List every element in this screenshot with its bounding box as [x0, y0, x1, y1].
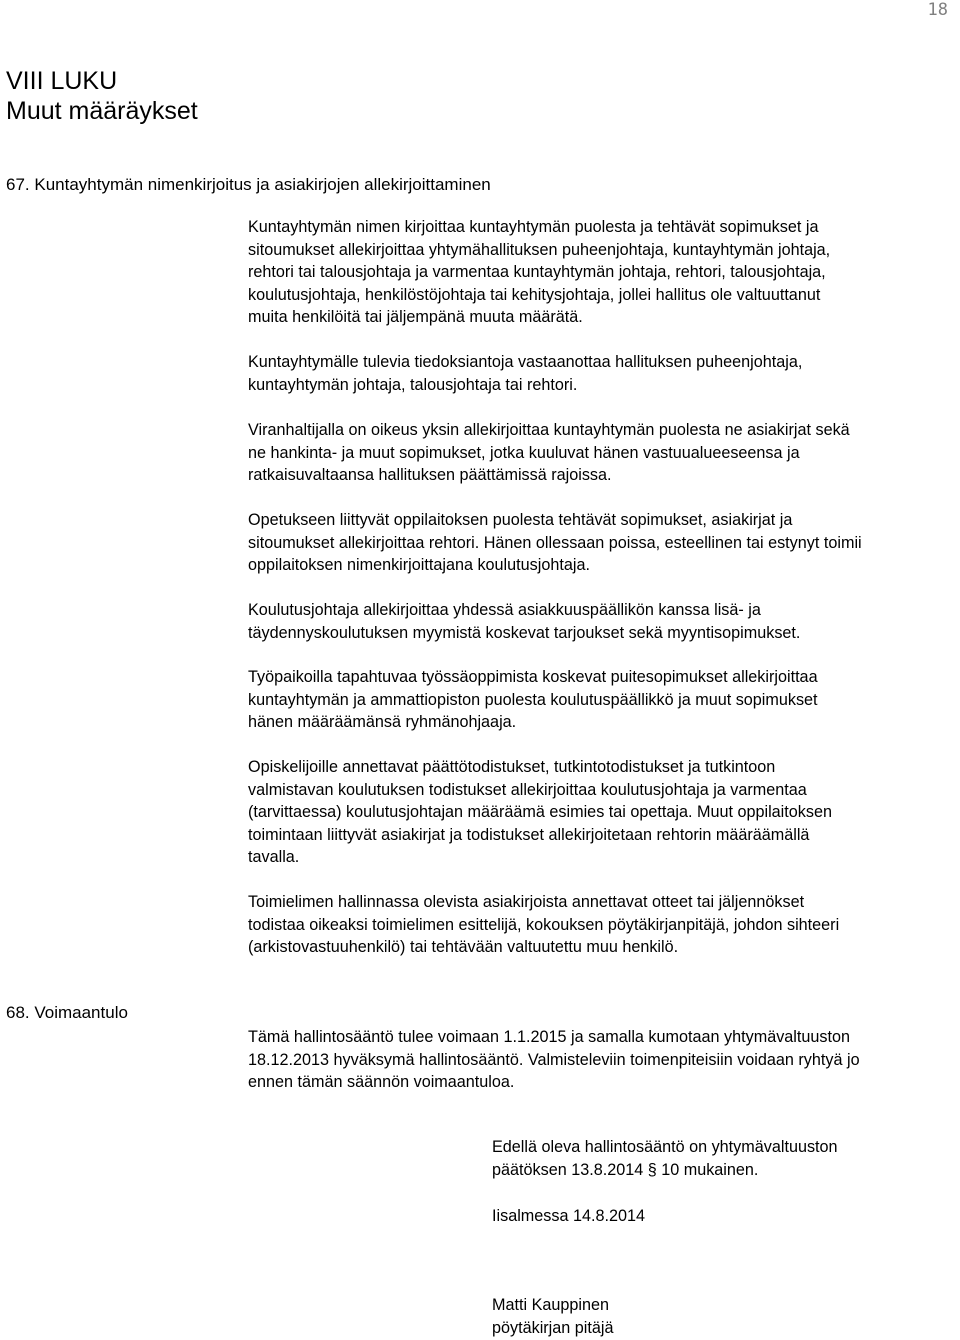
- text-line: toimintaan liittyvät asiakirjat ja todistukset allekirjoitetaan rehtorin määräämällä: [248, 825, 810, 844]
- text-line: (arkistovastuuhenkilö) tai tehtävään valtuutettu muu henkilö.: [248, 938, 679, 956]
- text-line: ratkaisuvaltaansa hallituksen päättämissä rajoissa.: [248, 466, 612, 484]
- text-line: oppilaitoksen nimenkirjoittajana koulutusjohtaja.: [248, 556, 590, 574]
- chapter-title: Muut määräykset: [6, 97, 198, 125]
- page-number: 18: [927, 0, 948, 20]
- section-67-paragraph-1: [248, 216, 960, 329]
- text-line: hänen määräämänsä ryhmänohjaaja.: [248, 713, 517, 731]
- text-line: sitoumukset allekirjoittaa yhtymähallituksen puheenjohtaja, kuntayhtymän johtaja,: [248, 240, 831, 259]
- text-line: Tämä hallintosääntö tulee voimaan 1.1.2015 ja samalla kumotaan yhtymävaltuuston: [248, 1028, 850, 1046]
- section-67-paragraph-3: [248, 419, 960, 487]
- section-67-paragraph-7: [248, 756, 960, 869]
- approval-statement: [492, 1136, 838, 1182]
- signer-name: Matti Kauppinen: [492, 1296, 609, 1314]
- signer-title: pöytäkirjan pitäjä: [492, 1319, 614, 1337]
- chapter-heading: [6, 66, 198, 126]
- text-line: täydennyskoulutuksen myymistä koskevat tarjoukset sekä myyntisopimukset.: [248, 623, 801, 642]
- text-line: todistaa oikeaksi toimielimen esittelijä, kokouksen pöytäkirjanpitäjä, johdon sihteeri: [248, 915, 840, 934]
- text-line: Työpaikoilla tapahtuvaa työssäoppimista koskevat puitesopimukset allekirjoittaa: [248, 668, 818, 686]
- section-68-heading: 68. Voimaantulo: [6, 1003, 128, 1022]
- approval-line: päätöksen 13.8.2014 § 10 mukainen.: [492, 1161, 759, 1179]
- chapter-number: VIII LUKU: [6, 67, 118, 95]
- text-line: kuntayhtymän johtaja, talousjohtaja tai rehtori.: [248, 375, 578, 394]
- text-line: rehtori tai talousjohtaja ja varmentaa kuntayhtymän johtaja, rehtori, talousjohtaja,: [248, 263, 826, 281]
- text-line: Koulutusjohtaja allekirjoittaa yhdessä asiakkuuspäällikön kanssa lisä- ja: [248, 601, 761, 619]
- text-line: sitoumukset allekirjoittaa rehtori. Hänen ollessaan poissa, esteellinen tai estynyt toimii: [248, 533, 862, 552]
- text-line: Opiskelijoille annettavat päättötodistukset, tutkintotodistukset ja tutkintoon: [248, 758, 776, 776]
- text-line: ennen tämän säännön voimaantuloa.: [248, 1073, 515, 1091]
- section-67-paragraph-4: [248, 509, 960, 577]
- text-line: tavalla.: [248, 848, 300, 866]
- place-date: Iisalmessa 14.8.2014: [492, 1207, 645, 1225]
- text-line: Viranhaltijalla on oikeus yksin allekirjoittaa kuntayhtymän puolesta ne asiakirjat sekä: [248, 421, 850, 439]
- text-line: Opetukseen liittyvät oppilaitoksen puolesta tehtävät sopimukset, asiakirjat ja: [248, 511, 793, 529]
- text-line: Kuntayhtymälle tulevia tiedoksiantoja vastaanottaa hallituksen puheenjohtaja,: [248, 353, 803, 371]
- text-line: Toimielimen hallinnassa olevista asiakirjoista annettavat otteet tai jäljennökset: [248, 893, 805, 911]
- section-67-heading: 67. Kuntayhtymän nimenkirjoitus ja asiakirjojen allekirjoittaminen: [6, 175, 491, 194]
- section-67-paragraph-5: [248, 599, 960, 644]
- text-line: Kuntayhtymän nimen kirjoittaa kuntayhtymän puolesta ja tehtävät sopimukset ja: [248, 218, 819, 236]
- text-line: kuntayhtymän ja ammattiopiston puolesta koulutuspäällikkö ja muut sopimukset: [248, 690, 818, 709]
- text-line: ne hankinta- ja muut sopimukset, jotka kuuluvat hänen vastuualueeseensa ja: [248, 443, 800, 462]
- section-67-paragraph-6: [248, 666, 960, 734]
- text-line: valmistavan koulutuksen todistukset allekirjoittaa koulutusjohtaja ja varmentaa: [248, 780, 807, 799]
- signer-block: [492, 1294, 613, 1340]
- text-line: muita henkilöitä tai jäljempänä muuta määrätä.: [248, 308, 583, 326]
- text-line: 18.12.2013 hyväksymä hallintosääntö. Valmisteleviin toimenpiteisiin voidaan ryhtyä jo: [248, 1050, 860, 1069]
- text-line: (tarvittaessa) koulutusjohtajan määräämä esimies tai opettaja. Muut oppilaitoksen: [248, 803, 832, 821]
- section-67-paragraph-8: [248, 891, 960, 959]
- section-68-paragraph: [248, 1026, 960, 1094]
- section-67-paragraph-2: [248, 351, 960, 396]
- approval-line: Edellä oleva hallintosääntö on yhtymävaltuuston: [492, 1138, 838, 1156]
- text-line: koulutusjohtaja, henkilöstöjohtaja tai kehitysjohtaja, jollei hallitus ole valtuuttanut: [248, 285, 821, 304]
